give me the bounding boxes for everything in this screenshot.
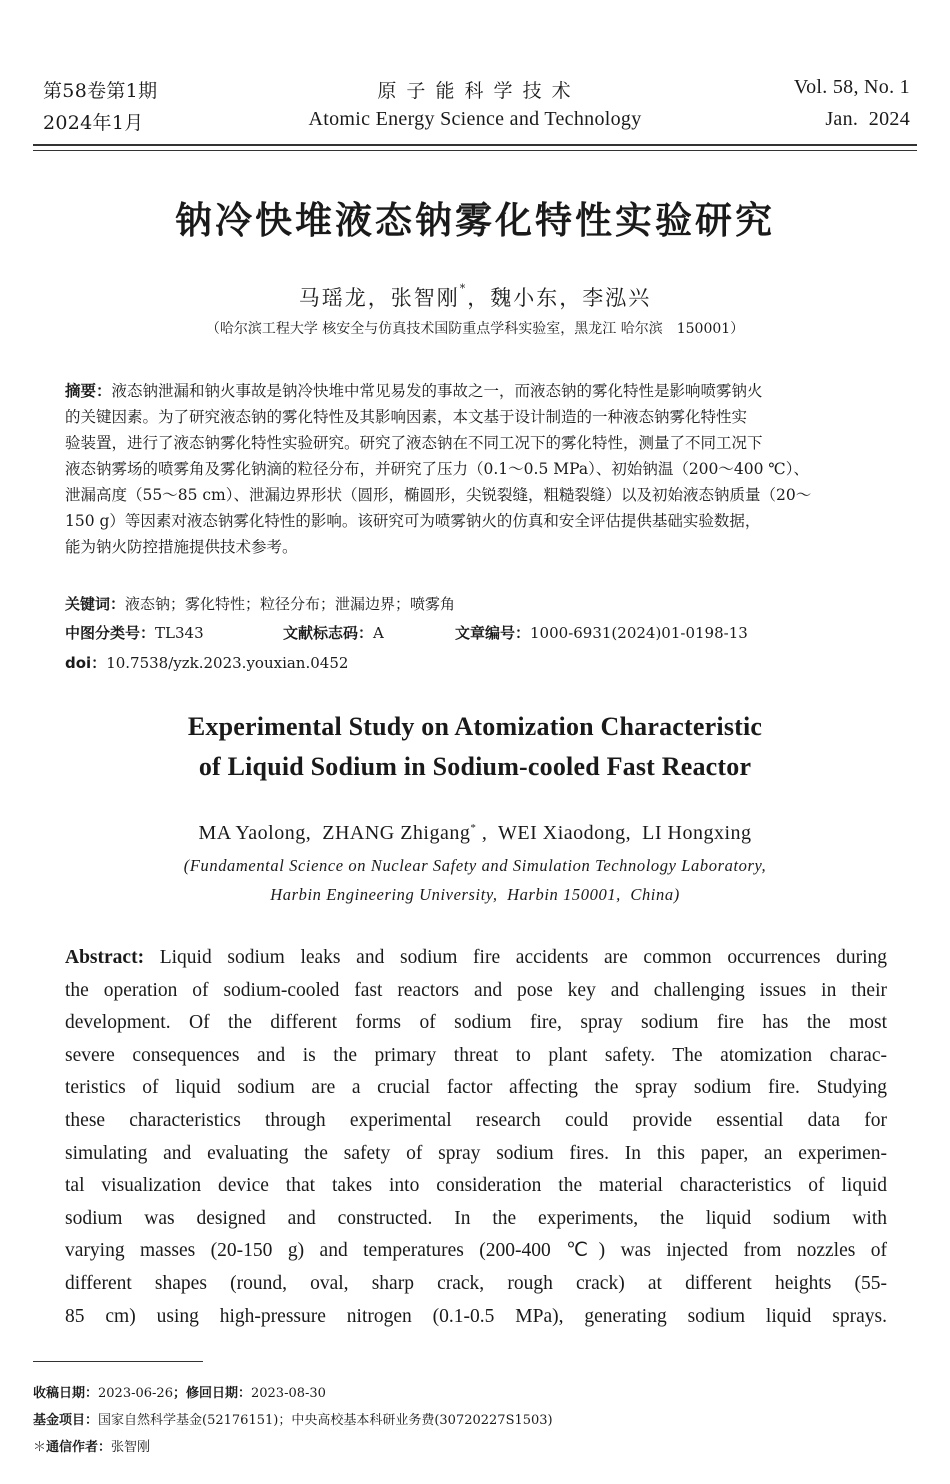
received-dates: 收稿日期：2023-06-26；修回日期：2023-08-30 [33,1386,326,1401]
title-en-line2: of Liquid Sodium in Sodium-cooled Fast Reactor [198,752,752,781]
header-rule-thin [33,150,917,151]
volume-cn: 第58卷第1期 [43,80,158,102]
authors-en: MA Yaolong, ZHANG Zhigang* , WEI Xiaodong, LI Hongxing [198,822,752,844]
journal-title-en: Atomic Energy Science and Technology [308,108,642,130]
corresponding-author: ＊通信作者：张智刚 [33,1440,151,1455]
corresponding-mark: * [459,282,468,295]
authors-cn: 马瑶龙，张智刚*，魏小东，李泓兴 [298,282,652,310]
title-cn: 钠冷快堆液态钠雾化特性实验研究 [175,199,775,242]
abstract-cn: 摘要：液态钠泄漏和钠火事故是钠冷快堆中常见易发的事故之一，而液态钠的雾化特性是影响喷雾钠火 的关键因素。为了研究液态钠的雾化特性及其影响因素，本文基于设计制造的一种液态钠雾化特性实 验装置，进行了液态钠雾化特性实验研究。研究了液态钠在不同工况下的雾化特性，测量了不同工况下 液态钠雾场的喷雾角及雾化钠滴的粒径分布，并研究了压力（0.1～0.5 MPa）、初始钠温（200～400 ℃）、 泄漏高度（55～85 cm）、泄漏边界形状（圆形，椭圆形，尖锐裂缝，粗糙裂缝）以及初始液态钠质量（20～ 150 g）等因素对液态钠雾化特性的影响。该研究可为喷雾钠火的仿真和安全评估提供基础实验数据， 能为钠火防控措施提供技术参考。 [65,382,812,556]
footnote-rule [33,1361,203,1362]
clc-number: 中图分类号：TL343 [65,624,204,642]
abstract-cn-label: 摘要： [65,382,112,400]
abstract-en-label: Abstract: [65,947,145,968]
volume-en: Vol. 58, No. 1 [793,76,910,98]
journal-title-cn: 原 子 能 科 学 技 术 [377,80,573,102]
article-number: 文章编号：1000-6931(2024)01-0198-13 [455,624,748,642]
affiliation-en-line2: Harbin Engineering University, Harbin 150001, China) [270,885,680,904]
doi[interactable]: doi：10.7538/yzk.2023.youxian.0452 [65,654,349,672]
affiliation-cn: （哈尔滨工程大学 核安全与仿真技术国防重点学科实验室，黑龙江 哈尔滨 150001） [205,321,745,337]
abstract-en: Abstract: Liquid sodium leaks and sodium fire accidents are common occurrences during the operation of sodium-cooled fast reactors and pose key and challenging issues in their development. Of the different forms of sodium fire, spray sodium fire has the most severe consequences and is the primary threat to plant safety. The atomization charac- teristics of liquid sodium are a crucial factor affecting the spray sodium fire. Studying these characteristics through experimental research could provide essential data for simulating and evaluating the safety of spray sodium fires. In this paper, an experimen- tal visualization device that takes into consideration the material characteristics of liquid sodium was designed and constructed. In the experiments, the liquid sodium with varying masses (20-150 g) and temperatures (200-400 ℃) was injected from nozzles of different shapes (round, oval, sharp crack, rough crack) at different heights (55- 85 cm) using high-pressure nitrogen (0.1-0.5 MPa), generating sodium liquid sprays. [65,947,887,1327]
date-cn: 2024年1月 [43,112,144,134]
keywords-cn: 关键词：液态钠；雾化特性；粒径分布；泄漏边界；喷雾角 [65,595,456,613]
title-en-line1: Experimental Study on Atomization Characteristic [187,712,763,741]
document-code: 文献标志码：A [283,624,384,642]
affiliation-en-line1: (Fundamental Science on Nuclear Safety and Simulation Technology Laboratory, [183,856,767,875]
header-rule-thick [33,144,917,146]
funding: 基金项目：国家自然科学基金(52176151)；中央高校基本科研业务费(30720227S1503) [33,1413,553,1428]
date-en: Jan. 2024 [825,108,910,130]
